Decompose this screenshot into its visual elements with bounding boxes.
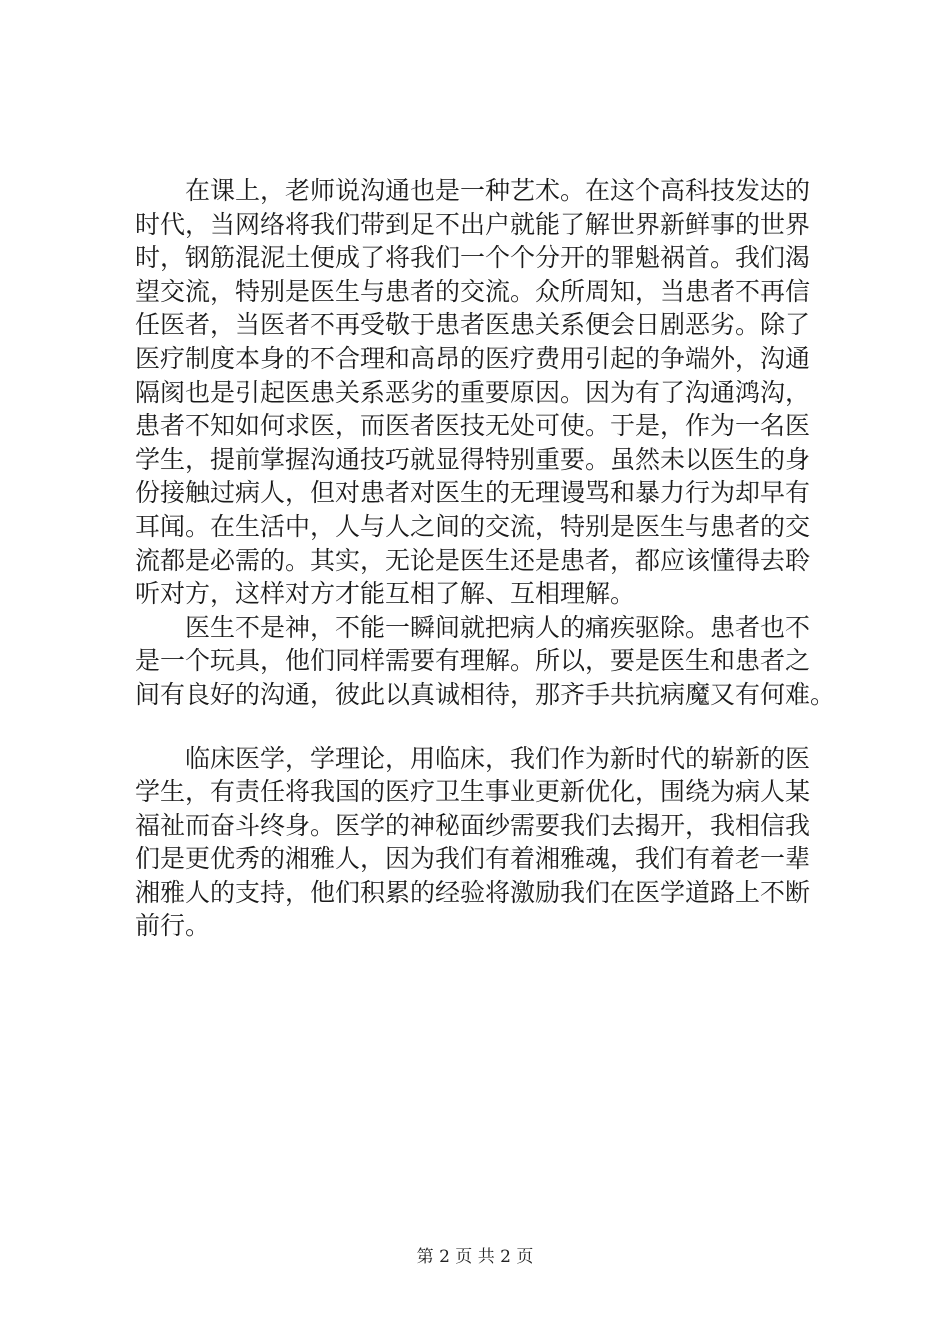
paragraph-2 xyxy=(135,611,835,712)
paragraph-line: 是一个玩具，他们同样需要有理解。所以，要是医生和患者之 xyxy=(135,646,811,676)
paragraph-line: 患者不知如何求医，而医者医技无处可使。于是，作为一名医 xyxy=(135,411,811,441)
paragraph-line: 福祉而奋斗终身。医学的神秘面纱需要我们去揭开，我相信我 xyxy=(135,810,811,840)
paragraph-line: 临床医学，学理论，用临床，我们作为新时代的崭新的医 xyxy=(185,743,811,773)
paragraph-line: 时，钢筋混泥土便成了将我们一个个分开的罪魁祸首。我们渴 xyxy=(135,243,811,273)
paragraph-line: 流都是必需的。其实，无论是医生还是患者，都应该懂得去聆 xyxy=(135,545,811,575)
paragraph-line: 前行。 xyxy=(135,911,211,941)
document-body xyxy=(135,174,835,943)
paragraph-line: 医疗制度本身的不合理和高昂的医疗费用引起的争端外，沟通 xyxy=(135,343,811,373)
paragraph-line: 间有良好的沟通，彼此以真诚相待，那齐手共抗病魔又有何难。 xyxy=(135,679,836,709)
paragraph-line: 学生，提前掌握沟通技巧就显得特别重要。虽然未以医生的身 xyxy=(135,444,811,474)
paragraph-line: 耳闻。在生活中，人与人之间的交流，特别是医生与患者的交 xyxy=(135,511,811,541)
paragraph-line: 湘雅人的支持，他们积累的经验将激励我们在医学道路上不断 xyxy=(135,877,811,907)
paragraph-line: 在课上，老师说沟通也是一种艺术。在这个高科技发达的 xyxy=(185,176,811,205)
paragraph-1 xyxy=(135,174,835,611)
paragraph-3 xyxy=(135,742,835,944)
paragraph-line: 学生，有责任将我国的医疗卫生事业更新优化，围绕为病人某 xyxy=(135,777,811,807)
paragraph-line: 时代，当网络将我们带到足不出户就能了解世界新鲜事的世界 xyxy=(135,209,811,239)
paragraph-line: 医生不是神，不能一瞬间就把病人的痛疾驱除。患者也不 xyxy=(185,612,811,642)
paragraph-line: 隔阂也是引起医患关系恶劣的重要原因。因为有了沟通鸿沟， xyxy=(135,377,811,407)
paragraph-spacer xyxy=(135,712,835,742)
page-number-footer: 第 2 页 共 2 页 xyxy=(416,1247,534,1267)
paragraph-line: 份接触过病人，但对患者对医生的无理谩骂和暴力行为却早有 xyxy=(135,478,811,508)
paragraph-line: 任医者，当医者不再受敬于患者医患关系便会日剧恶劣。除了 xyxy=(135,310,811,340)
paragraph-line: 们是更优秀的湘雅人，因为我们有着湘雅魂，我们有着老一辈 xyxy=(135,844,811,874)
paragraph-line: 望交流，特别是医生与患者的交流。众所周知，当患者不再信 xyxy=(135,276,811,306)
paragraph-line: 听对方，这样对方才能互相了解、互相理解。 xyxy=(135,579,636,609)
